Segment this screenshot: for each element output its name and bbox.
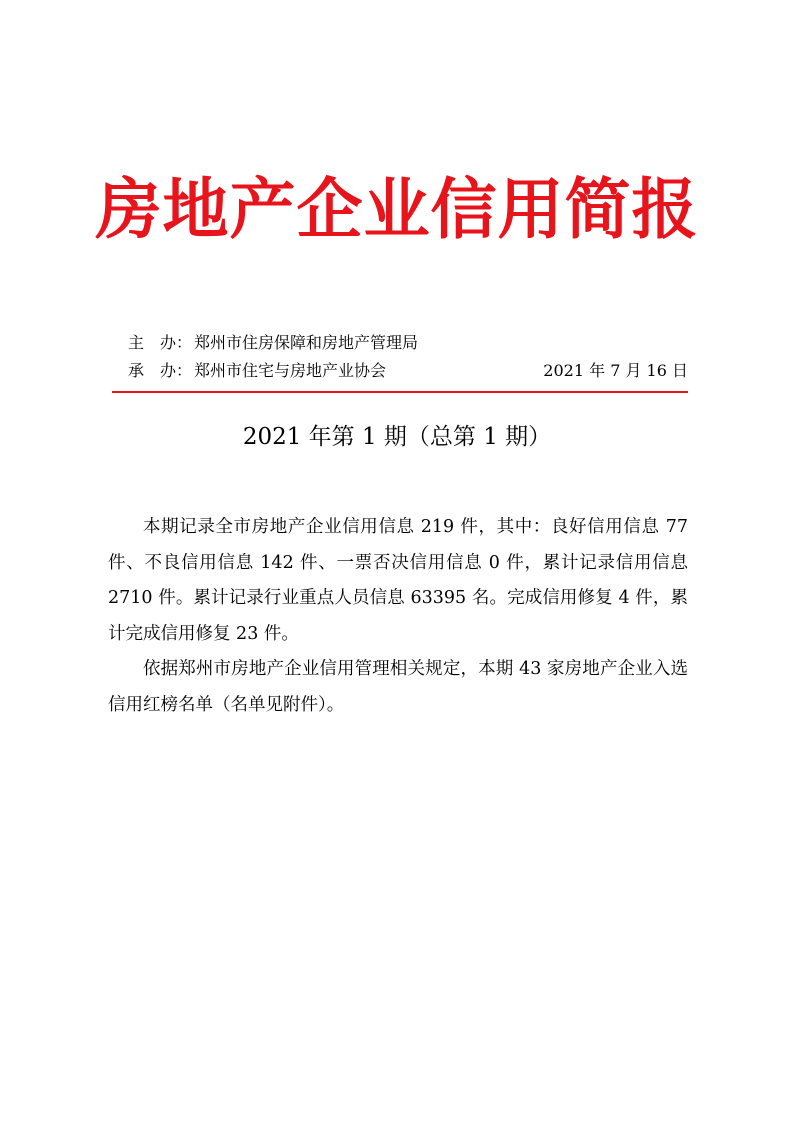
- host-role-label: 主 办：: [128, 333, 193, 352]
- co-role-label: 承 办：: [128, 361, 193, 380]
- host-organizer-line: [128, 331, 688, 355]
- host-organizer-name: 郑州市住房保障和房地产管理局: [194, 333, 419, 352]
- masthead-title: 房地产企业信用简报: [95, 171, 699, 248]
- co-organizer-line: [128, 359, 688, 383]
- red-divider-line: [112, 391, 688, 393]
- issue-number: 2021 年第 1 期（总第 1 期）: [242, 424, 552, 450]
- bulletin-body: [108, 510, 688, 723]
- paragraph-red-list: 依据郑州市房地产企业信用管理相关规定，本期 43 家房地产企业入选信用红榜名单（名单见附件）。: [108, 659, 688, 715]
- co-organizer-name: 郑州市住宅与房地产业协会: [194, 361, 387, 380]
- issue-date: 2021 年 7 月 16 日: [543, 361, 688, 380]
- paragraph-statistics: 本期记录全市房地产企业信用信息 219 件，其中：良好信用信息 77 件、不良信用信息 142 件、一票否决信用信息 0 件，累计记录信用信息 2710 件。累计记录行业重点人员信息 63395 名。完成信用修复 4 件，累计完成信用修复 23 件。: [108, 517, 688, 644]
